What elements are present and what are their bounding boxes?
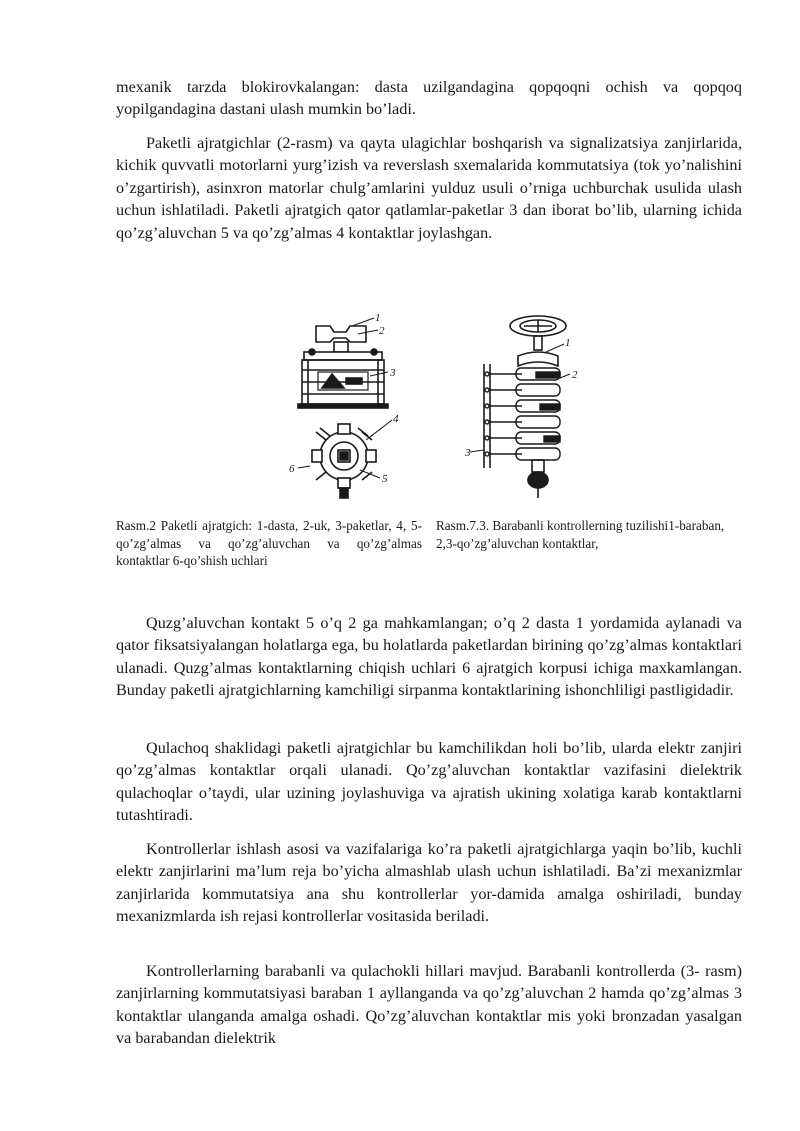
figure-left-label-4: 4: [393, 413, 399, 425]
paragraph-controllers: Kontrollerlar ishlash asosi va vazifalariga ko’ra paketli ajratgichlarga yaqin bo’lib, kuchli elektr zanjirlarini ma’lum reja bo’yicha almashlab ulash uchun ishlatiladi. Ba’zi mexanizmlar zanjirlarida kommutatsiya ana shu kontrollerlar yor-damida amalga oshiriladi, bunday mexanizmlarda ish rejasi kontrollerlar vositasida beriladi.: [116, 840, 742, 926]
figure-left-label-5: 5: [382, 473, 388, 485]
paragraph-intro: mexanik tarzda blokirovkalangan: dasta uzilgandagina qopqoqni ochish va qopqoq yopilgandagina dastani ulash mumkin bo’ladi.: [116, 78, 742, 119]
figure-right-label-2: 2: [572, 369, 578, 381]
figure-left-label-6: 6: [289, 463, 295, 475]
figure-left-label-3: 3: [390, 367, 396, 379]
figure-right-label-1: 1: [565, 337, 571, 349]
paragraph-packet-switches: Paketli ajratgichlar (2-rasm) va qayta ulagichlar boshqarish va signalizatsiya zanjirlarida, kichik quvvatli motorlarni yurg’izish va reverslash sxemalarida kommutatsiya (tok yo’nalishini o’zgartirish), asinxron matorlar chulg’amlarini yulduz usuli o’rniga uchburchak usulida ulash uchun ishlatiladi. Paketli ajratgich qator qatlamlar-paketlar 3 dan iborat bo’lib, ularning ichida qo’zg’aluvchan 5 va qo’zg’almas 4 kontaktlar joylashgan.: [116, 134, 742, 242]
figure-right-caption: Rasm.7.3. Barabanli kontrollerning tuzilishi1-baraban, 2,3-qo’zg’aluvchan kontaktlar,: [436, 518, 725, 551]
figure-left-label-2: 2: [379, 325, 385, 337]
figure-packet-switch: [286, 308, 410, 504]
paragraph-cam-switches: Qulachoq shaklidagi paketli ajratgichlar bu kamchilikdan holi bo’lib, ularda elektr zanjiri qo’zg’almas kontaktlar orqali ulanadi. Qo’zg’aluvchan kontaktlar vazifasini dielektrik qulachoqlar o’taydi, ular uzining joylashuviga va ajratish ukining xolatiga karab kontaktlarni tutashtiradi.: [116, 739, 742, 825]
figure-right-label-3: 3: [465, 447, 471, 459]
paragraph-movable-contact: Quzg’aluvchan kontakt 5 o’q 2 ga mahkamlangan; o’q 2 dasta 1 yordamida aylanadi va qator fiksatsiyalangan holatlarga ega, bu holatlarda paketlardan birining qo’zg’almas kontaktlari ulanadi. Quzg’almas kontaktlarning chiqish uchlari 6 ajratgich korpusi ichiga maxkamlangan. Bunday paketli ajratgichlarning kamchiligi sirpanma kontaktlarining ishonchliligi pastligidadir.: [116, 614, 742, 700]
figure-left-label-1: 1: [375, 312, 381, 324]
paragraph-drum-controllers: Kontrollerlarning barabanli va qulachokli hillari mavjud. Barabanli kontrollerda (3- rasm) zanjirlarning kommutatsiyasi baraban 1 ayllanganda va qo’zg’aluvchan 2 hamda qo’zg’almas 3 kontaktlar ulanganda amalga oshadi. Qo’zg’aluvchan kontaktlar mis yoki bronzadan yasalgan va barabandan dielektrik: [116, 962, 742, 1048]
figure-left-caption: Rasm.2 Paketli ajratgich: 1-dasta, 2-uk, 3-paketlar, 4, 5- qo’zg’almas va qo’zg’aluvchan va qo’zg’almas kontaktlar 6-qo’shish uchlari: [116, 518, 422, 569]
figure-drum-controller: [466, 308, 594, 500]
